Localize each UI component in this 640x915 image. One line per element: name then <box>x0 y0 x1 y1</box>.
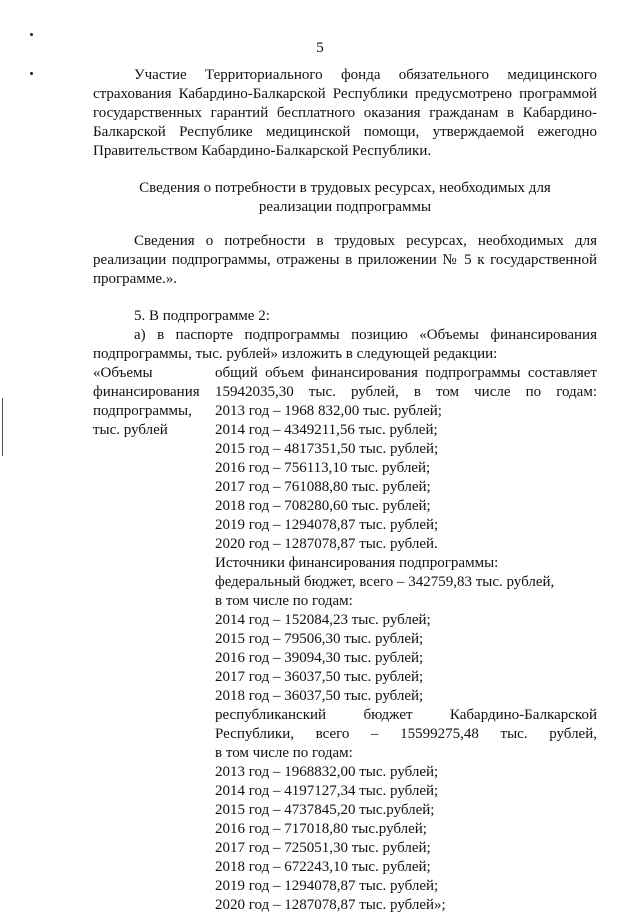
item-5: 5. В подпрограмме 2: <box>134 308 270 324</box>
republic-year-line: 2016 год – 717018,80 тыс.рублей; <box>215 821 427 837</box>
republic-year-line: 2015 год – 4737845,20 тыс.рублей; <box>215 802 435 818</box>
item-a: а) в паспорте подпрограммы позицию «Объемы финансирования подпрограммы, тыс. рублей» изложить в следующей редакции: <box>93 327 597 362</box>
total-year-line: 2013 год – 1968 832,00 тыс. рублей; <box>215 403 442 419</box>
federal-year-line: 2016 год – 39094,30 тыс. рублей; <box>215 650 424 666</box>
label-line: финансирования <box>93 384 200 400</box>
label-line: «Объемы <box>93 365 153 381</box>
republic-year-line: 2013 год – 1968832,00 тыс. рублей; <box>215 764 439 780</box>
total-year-line: 2014 год – 4349211,56 тыс. рублей; <box>215 422 438 438</box>
total-year-line: 2018 год – 708280,60 тыс. рублей; <box>215 498 431 514</box>
financing-table-label <box>93 364 215 915</box>
page-number: 5 <box>316 40 324 56</box>
financing-table <box>93 364 597 915</box>
federal-year-line: 2014 год – 152084,23 тыс. рублей; <box>215 612 431 628</box>
republic-year-line: 2017 год – 725051,30 тыс. рублей; <box>215 840 431 856</box>
republic-year-line: 2019 год – 1294078,87 тыс. рублей; <box>215 878 439 894</box>
republic-year-line: 2014 год – 4197127,34 тыс. рублей; <box>215 783 439 799</box>
federal-year-line: 2015 год – 79506,30 тыс. рублей; <box>215 631 424 647</box>
document-body <box>93 66 597 915</box>
label-line: тыс. рублей <box>93 422 168 438</box>
federal-by-years: в том числе по годам: <box>215 593 353 609</box>
paragraph-insurance-fund: Участие Территориального фонда обязательного медицинского страхования Кабардино-Балкарской Республики предусмотрено программой государственных гарантий бесплатного оказания гражданам в Кабардино-Балкарской Республике медицинской помощи, утверждаемой ежегодно Правительством Кабардино-Балкарской Республики. <box>93 67 597 159</box>
label-line: подпрограммы, <box>93 403 192 419</box>
financing-table-values <box>215 364 597 915</box>
paragraph-labor-resources: Сведения о потребности в трудовых ресурсах, необходимых для реализации подпрограммы, отражены в приложении № 5 к государственной программе.». <box>93 233 597 287</box>
federal-budget-total: федеральный бюджет, всего – 342759,83 тыс. рублей, <box>215 574 555 590</box>
total-year-line: 2019 год – 1294078,87 тыс. рублей; <box>215 517 439 533</box>
total-year-line: 2015 год – 4817351,50 тыс. рублей; <box>215 441 439 457</box>
total-year-line: 2020 год – 1287078,87 тыс. рублей. <box>215 536 438 552</box>
federal-year-line: 2017 год – 36037,50 тыс. рублей; <box>215 669 424 685</box>
total-year-line: 2017 год – 761088,80 тыс. рублей; <box>215 479 431 495</box>
total-year-line: 2016 год – 756113,10 тыс. рублей; <box>215 460 431 476</box>
section-heading: Сведения о потребности в трудовых ресурсах, необходимых для реализации подпрограммы <box>139 180 551 215</box>
republic-by-years: в том числе по годам: <box>215 745 353 761</box>
federal-year-line: 2018 год – 36037,50 тыс. рублей; <box>215 688 424 704</box>
sources-title: Источники финансирования подпрограммы: <box>215 555 499 571</box>
scan-dot <box>30 33 33 36</box>
republic-budget-total: республиканский бюджет Кабардино-Балкарской Республики, всего – 15599275,48 тыс. рублей, <box>215 707 597 742</box>
total-financing-intro: общий объем финансирования подпрограммы составляет 15942035,30 тыс. рублей, в том числе по годам: <box>215 365 597 400</box>
republic-year-line: 2020 год – 1287078,87 тыс. рублей»; <box>215 897 446 913</box>
republic-year-line: 2018 год – 672243,10 тыс. рублей; <box>215 859 431 875</box>
scan-edge-mark <box>2 398 3 456</box>
scan-dot <box>30 72 33 75</box>
